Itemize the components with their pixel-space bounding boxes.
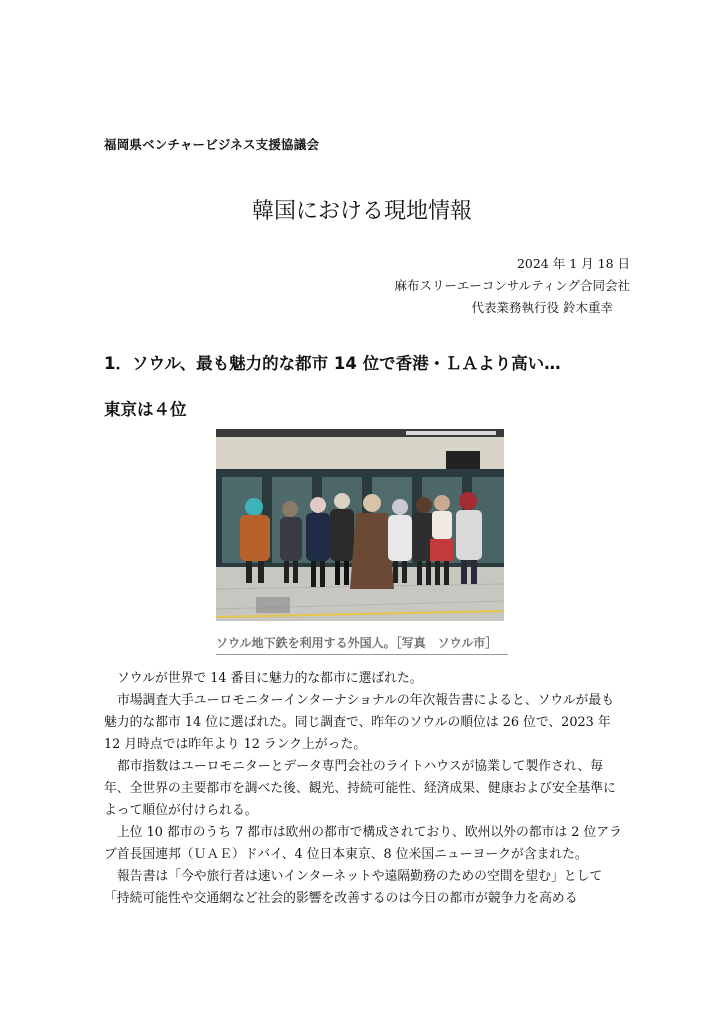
document-title: 韓国における現地情報 xyxy=(251,199,472,224)
section-subheading: 東京は４位 xyxy=(104,400,187,419)
company-name: 麻布スリーエーコンサルティング合同会社 xyxy=(394,278,630,293)
document-date: 2024 年 1 月 18 日 xyxy=(516,256,630,271)
paragraph-1: ソウルが世界で 14 番目に魅力的な都市に選ばれた。 xyxy=(117,671,423,686)
paragraph-4: 上位 10 都市のうち 7 都市は欧州の都市で構成されており、欧州以外の都市は 2 位アラブ首長国連邦（ＵＡＥ）ドバイ、4 位日本東京、8 位米国ニューヨークが含まれた。 xyxy=(104,825,622,862)
organization-name: 福岡県ベンチャービジネス支援協議会 xyxy=(104,137,320,152)
paragraph-2: 市場調査大手ユーロモニターインターナショナルの年次報告書によると、ソウルが最も魅力的な都市 14 位に選ばれた。同じ調査で、昨年のソウルの順位は 26 位で、2023 年 12 月時点では昨年より 12 ランク上がった。 xyxy=(104,693,615,752)
section-heading: 1．ソウル、最も魅力的な都市 14 位で香港・ＬＡより高い… xyxy=(104,354,561,373)
article-body xyxy=(104,668,624,910)
paragraph-3: 都市指数はユーロモニターとデータ専門会社のライトハウスが協業して製作され、毎年、全世界の主要都市を調べた後、観光、持続可能性、経済成果、健康および安全基準によって順位が付けられる。 xyxy=(104,759,616,818)
representative-name: 代表業務執行役 鈴木重幸 xyxy=(471,300,613,315)
subway-photo xyxy=(216,429,504,621)
photo-caption: ソウル地下鉄を利用する外国人。［写真 ソウル市］ xyxy=(216,634,508,655)
paragraph-5: 報告書は「今や旅行者は速いインターネットや遠隔勤務のための空間を望む」として「持続可能性や交通網など社会的影響を改善するのは今日の都市が競争力を高める xyxy=(104,869,603,906)
